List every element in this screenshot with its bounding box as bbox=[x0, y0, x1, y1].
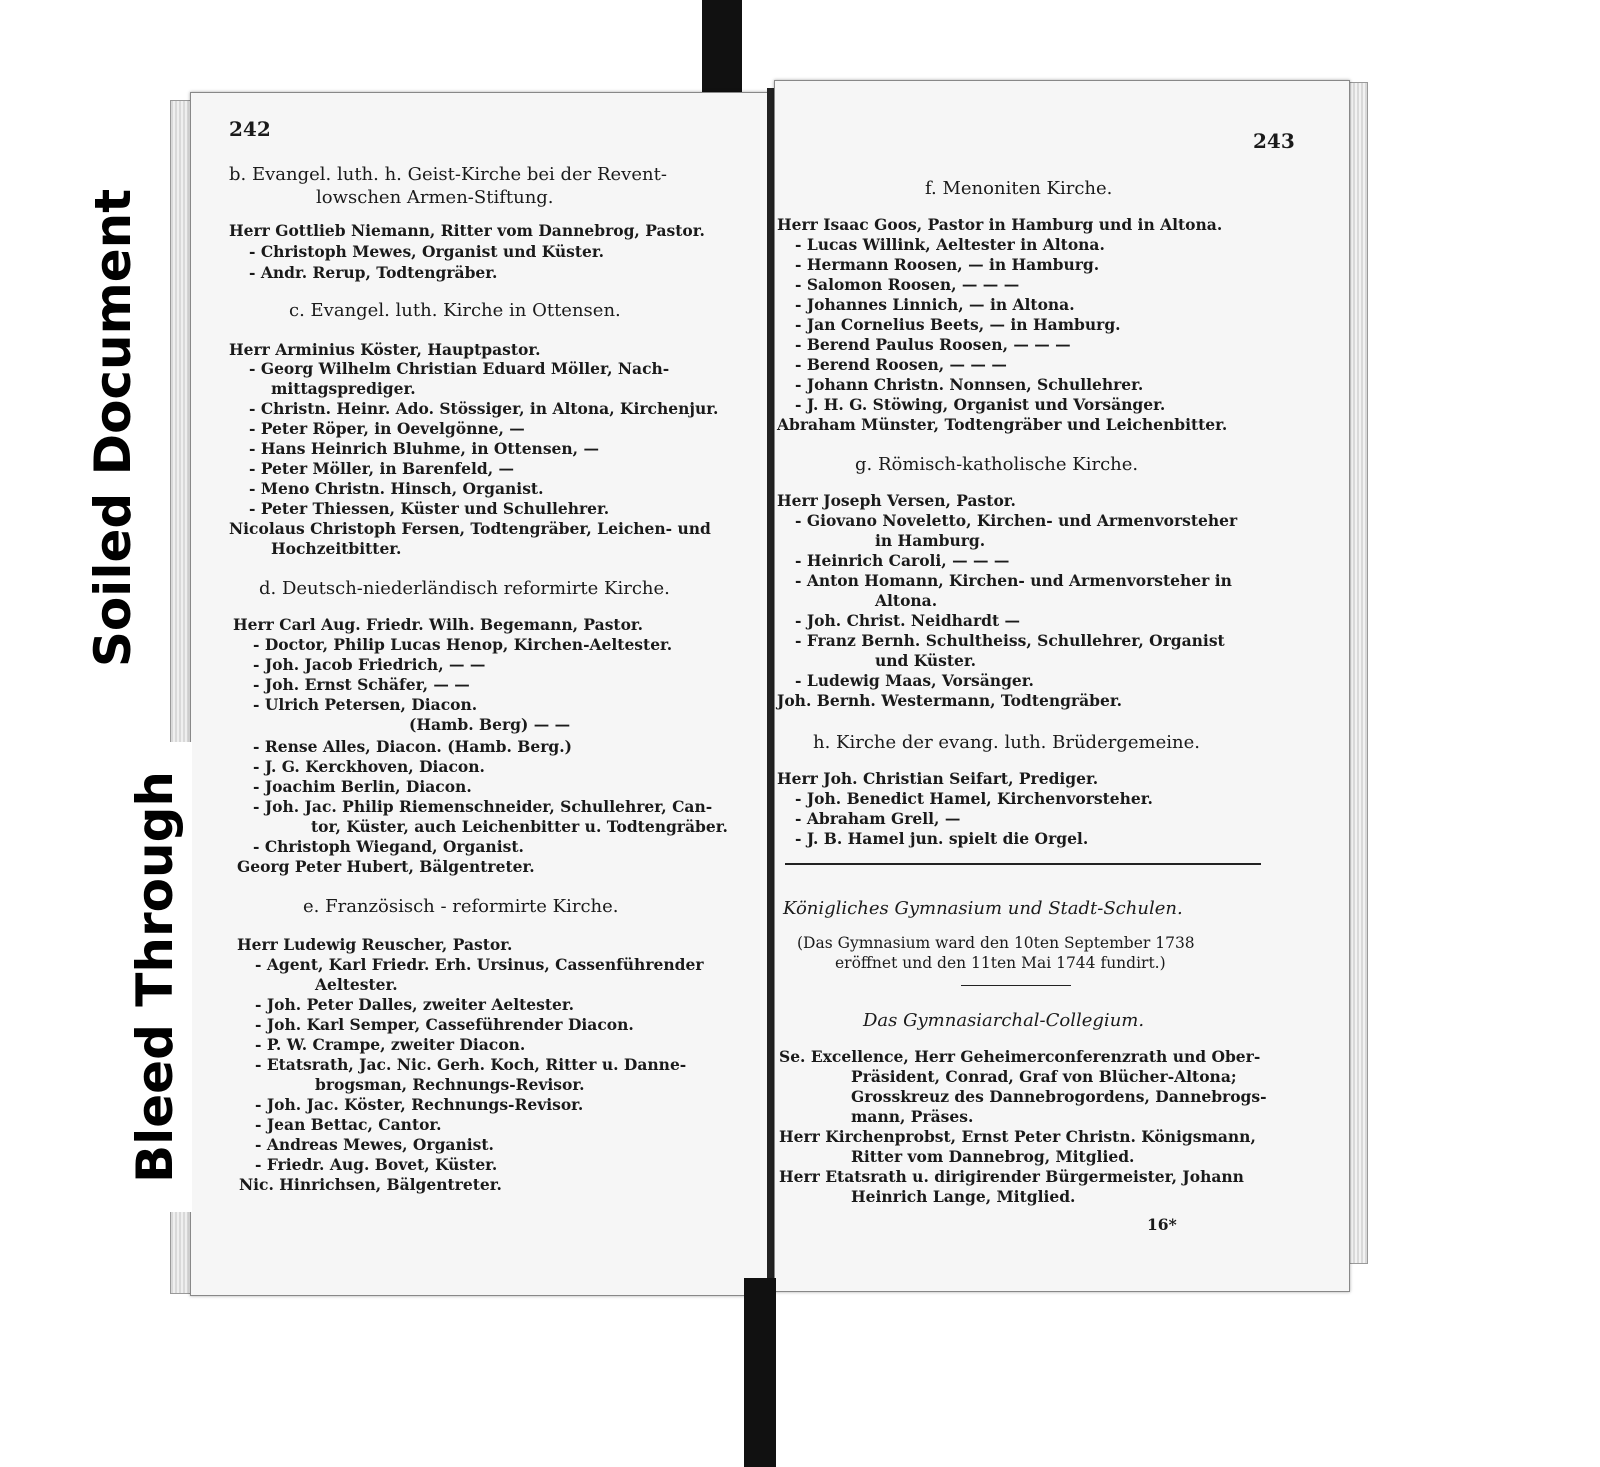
section-heading: b. Evangel. luth. h. Geist-Kirche bei der Revent- bbox=[229, 164, 667, 185]
text-line: - Ulrich Petersen, Diacon. bbox=[253, 695, 478, 714]
text-line: - Christoph Mewes, Organist und Küster. bbox=[249, 242, 605, 261]
text-line: Se. Excellence, Herr Geheimerconferenzrath und Ober- bbox=[779, 1047, 1261, 1066]
page-number-right: 243 bbox=[1253, 129, 1295, 153]
text-line: - Doctor, Philip Lucas Henop, Kirchen-Aeltester. bbox=[253, 635, 673, 654]
text-line: Herr Ludewig Reuscher, Pastor. bbox=[237, 935, 513, 954]
text-line: (Hamb. Berg) — — bbox=[409, 715, 571, 734]
bleed-through-label bbox=[118, 742, 192, 1212]
text-line: mann, Präses. bbox=[851, 1107, 974, 1126]
text-line: in Hamburg. bbox=[875, 531, 986, 550]
section-heading: e. Französisch - reformirte Kirche. bbox=[303, 896, 619, 917]
section-heading: c. Evangel. luth. Kirche in Ottensen. bbox=[289, 300, 621, 321]
text-line: - Friedr. Aug. Bovet, Küster. bbox=[255, 1155, 498, 1174]
text-line: - Joh. Jac. Köster, Rechnungs-Revisor. bbox=[255, 1095, 584, 1114]
section-heading: h. Kirche der evang. luth. Brüdergemeine. bbox=[813, 732, 1200, 753]
text-line: Ritter vom Dannebrog, Mitglied. bbox=[851, 1147, 1135, 1166]
text-line: Herr Carl Aug. Friedr. Wilh. Begemann, Pastor. bbox=[233, 615, 644, 634]
section-heading: g. Römisch-katholische Kirche. bbox=[855, 454, 1139, 475]
text-line: - Salomon Roosen, — — — bbox=[795, 275, 1020, 294]
divider-rule bbox=[785, 863, 1261, 865]
text-line: - Joachim Berlin, Diacon. bbox=[253, 777, 472, 796]
text-line: - Heinrich Caroli, — — — bbox=[795, 551, 1010, 570]
text-line: Aeltester. bbox=[315, 975, 398, 994]
divider-rule bbox=[961, 985, 1071, 986]
text-line: - Lucas Willink, Aeltester in Altona. bbox=[795, 235, 1105, 254]
text-line: - Rense Alles, Diacon. (Hamb. Berg.) bbox=[253, 737, 572, 756]
text-line: Joh. Bernh. Westermann, Todtengräber. bbox=[777, 691, 1122, 710]
text-line: - Peter Möller, in Barenfeld, — bbox=[249, 459, 515, 478]
text-line: - J. H. G. Stöwing, Organist und Vorsänger. bbox=[795, 395, 1166, 414]
text-line: - J. B. Hamel jun. spielt die Orgel. bbox=[795, 829, 1089, 848]
text-line: Herr Joh. Christian Seifart, Prediger. bbox=[777, 769, 1099, 788]
right-page bbox=[774, 80, 1350, 1292]
text-line: Grosskreuz des Dannebrogordens, Dannebrogs- bbox=[851, 1087, 1267, 1106]
text-line: - Etatsrath, Jac. Nic. Gerh. Koch, Ritter u. Danne- bbox=[255, 1055, 687, 1074]
text-line: Abraham Münster, Todtengräber und Leichenbitter. bbox=[777, 415, 1228, 434]
text-line: Hochzeitbitter. bbox=[271, 539, 402, 558]
text-line: - Joh. Jacob Friedrich, — — bbox=[253, 655, 486, 674]
soiled-document-text: Soiled Document bbox=[84, 188, 142, 668]
text-line: Herr Kirchenprobst, Ernst Peter Christn. Königsmann, bbox=[779, 1127, 1256, 1146]
text-line: - Johann Christn. Nonnsen, Schullehrer. bbox=[795, 375, 1144, 394]
text-line: tor, Küster, auch Leichenbitter u. Todtengräber. bbox=[311, 817, 728, 836]
text-line: - Christn. Heinr. Ado. Stössiger, in Altona, Kirchenjur. bbox=[249, 399, 719, 418]
text-line: Altona. bbox=[875, 591, 938, 610]
section-heading: Königliches Gymnasium und Stadt-Schulen. bbox=[783, 898, 1183, 919]
section-heading: d. Deutsch-niederländisch reformirte Kirche. bbox=[259, 578, 670, 599]
text-line: - Meno Christn. Hinsch, Organist. bbox=[249, 479, 544, 498]
text-line: Nicolaus Christoph Fersen, Todtengräber, Leichen- und bbox=[229, 519, 711, 538]
text-line: Heinrich Lange, Mitglied. bbox=[851, 1187, 1076, 1206]
binding-clip-bottom bbox=[744, 1278, 776, 1467]
text-line: - Jan Cornelius Beets, — in Hamburg. bbox=[795, 315, 1121, 334]
text-line: und Küster. bbox=[875, 651, 977, 670]
text-line: - Franz Bernh. Schultheiss, Schullehrer, Organist bbox=[795, 631, 1225, 650]
text-line: - Joh. Ernst Schäfer, — — bbox=[253, 675, 470, 694]
section-heading: Das Gymnasiarchal-Collegium. bbox=[863, 1010, 1145, 1031]
text-line: Herr Gottlieb Niemann, Ritter vom Dannebrog, Pastor. bbox=[229, 221, 705, 240]
text-line: - Johannes Linnich, — in Altona. bbox=[795, 295, 1075, 314]
text-line: Präsident, Conrad, Graf von Blücher-Altona; bbox=[851, 1067, 1237, 1086]
text-line: - Berend Roosen, — — — bbox=[795, 355, 1007, 374]
text-line: - Berend Paulus Roosen, — — — bbox=[795, 335, 1071, 354]
text-line: Herr Joseph Versen, Pastor. bbox=[777, 491, 1016, 510]
soiled-document-label bbox=[58, 162, 168, 694]
text-line: eröffnet und den 11ten Mai 1744 fundirt.) bbox=[835, 954, 1166, 972]
text-line: brogsman, Rechnungs-Revisor. bbox=[315, 1075, 585, 1094]
text-line: - J. G. Kerckhoven, Diacon. bbox=[253, 757, 485, 776]
text-line: - P. W. Crampe, zweiter Diacon. bbox=[255, 1035, 526, 1054]
text-line: Nic. Hinrichsen, Bälgentreter. bbox=[239, 1175, 502, 1194]
text-line: - Joh. Peter Dalles, zweiter Aeltester. bbox=[255, 995, 575, 1014]
text-line: - Christoph Wiegand, Organist. bbox=[253, 837, 524, 856]
text-line: - Jean Bettac, Cantor. bbox=[255, 1115, 442, 1134]
text-line: - Hermann Roosen, — in Hamburg. bbox=[795, 255, 1100, 274]
text-line: - Ludewig Maas, Vorsänger. bbox=[795, 671, 1034, 690]
text-line: (Das Gymnasium ward den 10ten September 1738 bbox=[797, 934, 1195, 952]
left-page bbox=[190, 92, 772, 1296]
signature-mark: 16* bbox=[1147, 1215, 1177, 1234]
text-line: Herr Etatsrath u. dirigirender Bürgermeister, Johann bbox=[779, 1167, 1244, 1186]
text-line: - Abraham Grell, — bbox=[795, 809, 961, 828]
bleed-through-text: Bleed Through bbox=[126, 771, 184, 1183]
text-line: - Agent, Karl Friedr. Erh. Ursinus, Cassenführender bbox=[255, 955, 704, 974]
text-line: - Giovano Noveletto, Kirchen- und Armenvorsteher bbox=[795, 511, 1238, 530]
text-line: Herr Arminius Köster, Hauptpastor. bbox=[229, 340, 541, 359]
text-line: Herr Isaac Goos, Pastor in Hamburg und in Altona. bbox=[777, 215, 1223, 234]
section-heading: lowschen Armen-Stiftung. bbox=[316, 187, 554, 208]
text-line: - Andreas Mewes, Organist. bbox=[255, 1135, 494, 1154]
page-number-left: 242 bbox=[229, 117, 271, 141]
text-line: - Georg Wilhelm Christian Eduard Möller, Nach- bbox=[249, 359, 670, 378]
text-line: mittagsprediger. bbox=[271, 379, 416, 398]
text-line: Georg Peter Hubert, Bälgentreter. bbox=[237, 857, 535, 876]
text-line: - Joh. Christ. Neidhardt — bbox=[795, 611, 1021, 630]
text-line: - Joh. Karl Semper, Casseführender Diacon. bbox=[255, 1015, 634, 1034]
text-line: - Peter Röper, in Oevelgönne, — bbox=[249, 419, 525, 438]
text-line: - Anton Homann, Kirchen- und Armenvorsteher in bbox=[795, 571, 1232, 590]
section-heading: f. Menoniten Kirche. bbox=[925, 178, 1113, 199]
text-line: - Hans Heinrich Bluhme, in Ottensen, — bbox=[249, 439, 599, 458]
text-line: - Andr. Rerup, Todtengräber. bbox=[249, 263, 498, 282]
text-line: - Joh. Benedict Hamel, Kirchenvorsteher. bbox=[795, 789, 1153, 808]
text-line: - Joh. Jac. Philip Riemenschneider, Schullehrer, Can- bbox=[253, 797, 713, 816]
text-line: - Peter Thiessen, Küster und Schullehrer. bbox=[249, 499, 610, 518]
